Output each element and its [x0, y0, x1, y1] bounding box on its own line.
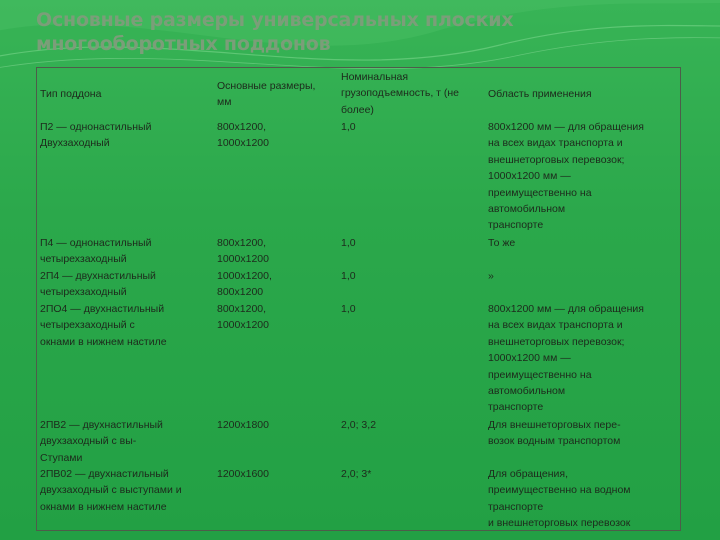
row-3-type: 2П4 — двухнастильный четырехзаходный: [40, 270, 156, 299]
row-1-type: П2 — однонастильный Двухзаходный: [40, 121, 152, 150]
row-5-capacity: 2,0; 3,2: [341, 419, 377, 431]
row-1-capacity: 1,0: [341, 121, 356, 133]
row-4-capacity: 1,0: [341, 303, 356, 315]
row-4-type: 2ПО4 — двухнастильный четырехзаходный с окнами в нижнем настиле: [40, 303, 167, 348]
row-5-application: Для внешнеторговых пере- возок водным транспортом: [488, 419, 621, 448]
row-2-dimensions: 800х1200, 1000х1200: [217, 237, 269, 266]
slide-title: Основные размеры универсальных плоских многооборотных поддонов: [36, 9, 514, 55]
row-1-dimensions: 800х1200, 1000х1200: [217, 121, 269, 150]
row-2-type: П4 — однонастильный четырехзаходный: [40, 237, 152, 266]
row-3-dimensions: 1000х1200, 800х1200: [217, 270, 272, 299]
row-6-dimensions: 1200х1600: [217, 468, 269, 480]
row-3-application: »: [488, 270, 494, 282]
row-1-application: 800х1200 мм — для обращения на всех видах транспорта и внешнеторговых перевозок; 1000х1200 мм — преимущественно на автомобильном транспорте: [488, 121, 644, 232]
header-capacity: Номинальная грузоподъемность, т (не более): [341, 71, 460, 116]
row-2-application: То же: [488, 237, 516, 249]
row-5-type: 2ПВ2 — двухнастильный двухзаходный с вы- Ступами: [40, 419, 163, 464]
header-type: Тип поддона: [40, 88, 102, 100]
row-4-application: 800х1200 мм — для обращения на всех видах транспорта и внешнеторговых перевозок; 1000х1200 мм — преимущественно на автомобильном транспорте: [488, 303, 644, 414]
row-6-application: Для обращения, преимущественно на водном транспорте и внешнеторговых перевозок: [488, 468, 631, 530]
row-3-capacity: 1,0: [341, 270, 356, 282]
row-6-type: 2ПВ02 — двухнастильный двухзаходный с выступами и окнами в нижнем настиле: [40, 468, 182, 513]
row-2-capacity: 1,0: [341, 237, 356, 249]
header-dimensions: Основные размеры, мм: [217, 80, 316, 109]
header-application: Область применения: [488, 88, 592, 100]
row-4-dimensions: 800х1200, 1000х1200: [217, 303, 269, 332]
row-5-dimensions: 1200х1800: [217, 419, 269, 431]
row-6-capacity: 2,0; 3*: [341, 468, 372, 480]
